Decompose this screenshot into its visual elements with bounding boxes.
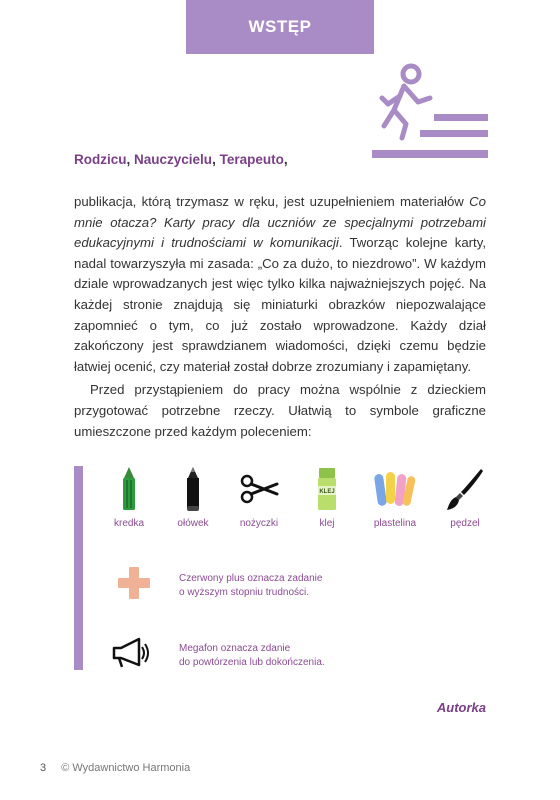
section-header (186, 0, 374, 54)
pencil-icon (183, 466, 203, 512)
greeting-name: Nauczycielu (134, 152, 213, 167)
tool-crayon (94, 466, 164, 529)
walking-upstairs-icon (372, 62, 490, 166)
greeting: Rodzicu, Nauczycielu, Terapeuto, (74, 152, 288, 167)
tool-label: ołówek (177, 518, 209, 529)
tool-label: pędzel (450, 518, 480, 529)
tool-plasticine (360, 466, 430, 529)
tool-label: klej (319, 518, 335, 529)
tool-scissors (224, 466, 294, 529)
intro-text (74, 192, 486, 442)
glue-stick-text: KLEJ (319, 489, 335, 495)
paragraph-1: publikacja, którą trzymasz w ręku, jest uzupełnieniem materiałów Co mnie otacza? Karty pracy dla uczniów ze specjalnymi potrzebami edukacyjnymi i trudnościami w komunikacji. Tworząc kolejne karty, nadal towarzyszyła mi zasada: „Co za dużo, to niezdrowo”. W każdym dziale wprowadzanych jest więc tylko kilka najważniejszych pojęć. Na każdej stronie znajdują się miniaturki obrazków niepozwalające zapomnieć o tym, co już zostało wprowadzone. Każdy dział zakończony jest sprawdzianem wiadomości, dzięki czemu będzie łatwiej ocenić, czy materiał został dobrze zrozumiany i zapamiętany. (74, 194, 486, 374)
note-megaphone (169, 636, 469, 676)
brush-icon (445, 466, 485, 512)
note-plus (169, 566, 469, 606)
author-signature: Autorka (436, 700, 486, 715)
tool-label: plastelina (373, 518, 417, 529)
legend-accent-bar (74, 466, 83, 670)
section-title: WSTĘP (248, 17, 312, 36)
note-plus-line2: o wyższym stopniu trudności. (179, 587, 310, 598)
megaphone-icon (111, 636, 155, 670)
tool-label: kredka (113, 518, 144, 529)
greeting-name: Rodzicu (74, 152, 127, 167)
note-plus-line1: Czerwony plus oznacza zadanie (179, 573, 323, 584)
greeting-name: Terapeuto (219, 152, 284, 167)
glue-icon (315, 466, 339, 512)
page-number: 3 (40, 762, 47, 774)
plasticine-icon (373, 466, 417, 512)
tool-brush (430, 466, 500, 529)
crayon-icon (119, 466, 139, 512)
scissors-icon (239, 466, 279, 512)
note-megaphone-line1: Megafon oznacza zdanie (179, 643, 291, 654)
plus-icon (117, 566, 151, 600)
book-title: Co mnie otacza? Karty pracy dla uczniów ze specjalnymi potrzebami edukacyjnymi i trudnościami w komunikacji (74, 194, 486, 251)
copyright: © Wydawnictwo Harmonia (61, 762, 191, 774)
tool-pencil (158, 466, 228, 529)
note-megaphone-line2: do powtórzenia lub dokończenia. (179, 657, 325, 668)
tool-glue (292, 466, 362, 529)
symbols-legend (74, 466, 494, 670)
paragraph-2: Przed przystąpieniem do pracy można wspólnie z dzieckiem przygotować potrzebne rzeczy. Ułatwią to symbole graficzne umieszczone przed każdym poleceniem: (74, 382, 486, 439)
footer (40, 762, 190, 774)
tool-label: nożyczki (239, 518, 279, 529)
